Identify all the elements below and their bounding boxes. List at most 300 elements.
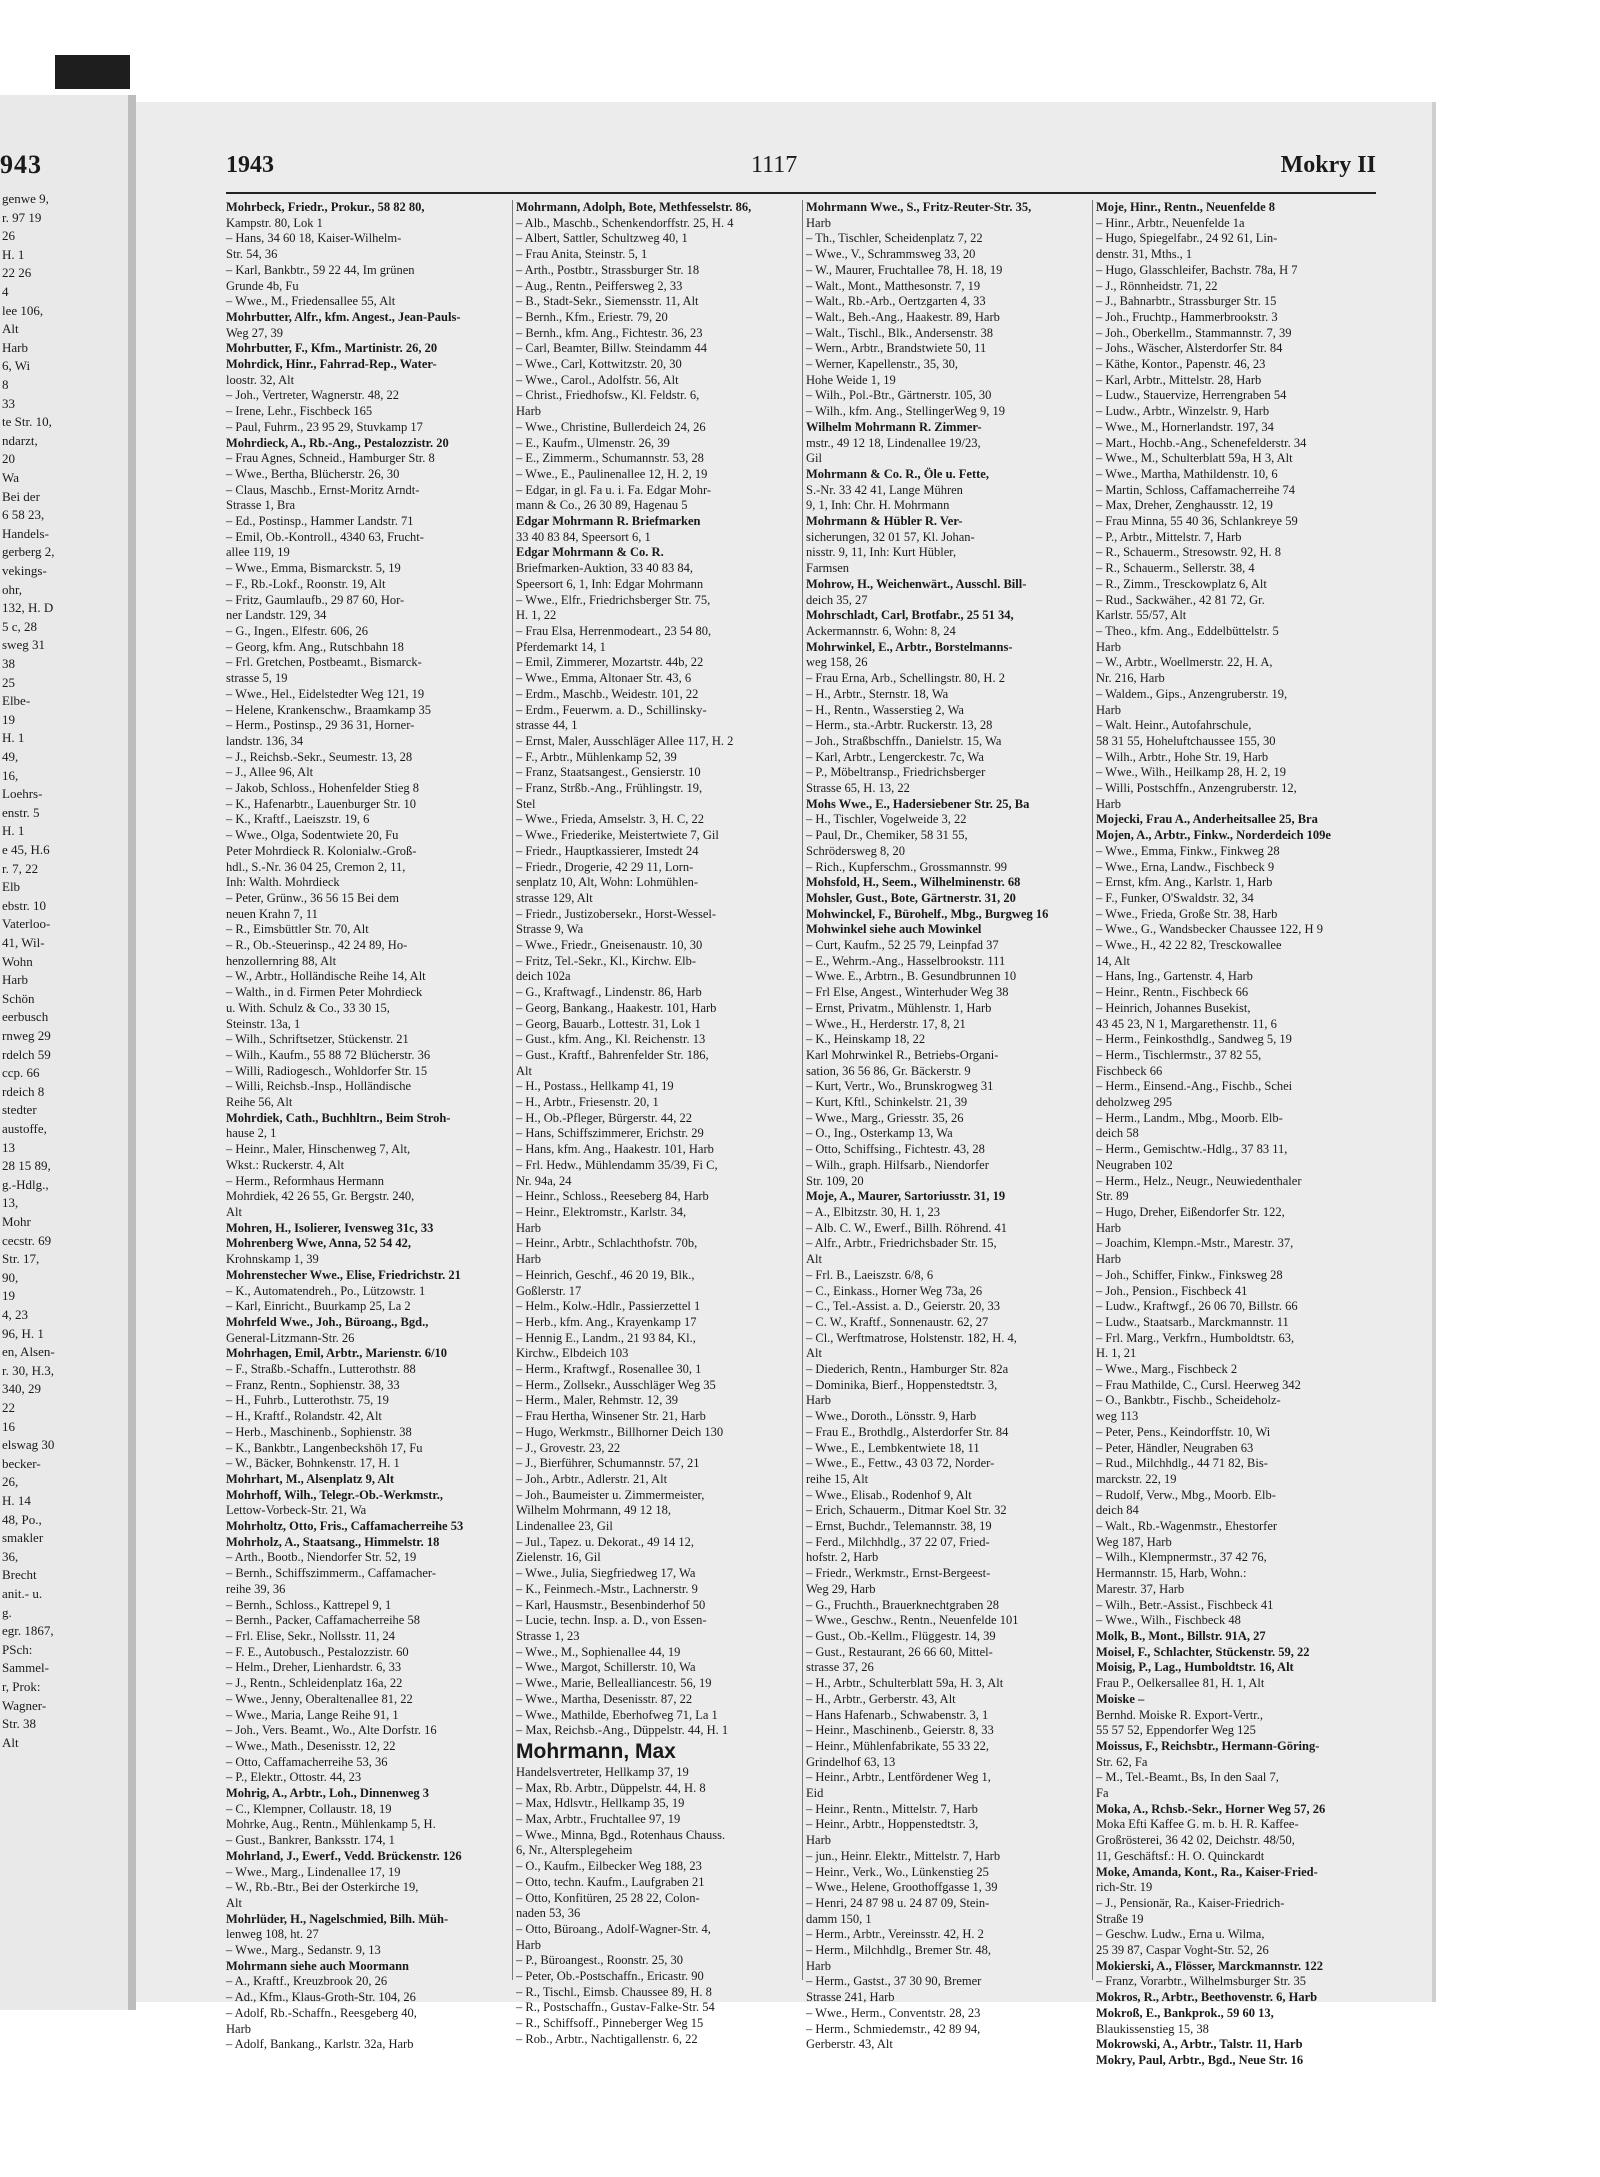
page-header	[226, 152, 1376, 188]
directory-entry-line: – Hugo, Glasschleifer, Bachstr. 78a, H 7	[1096, 262, 1298, 277]
directory-entry-line: – O., Bankbtr., Fischb., Scheideholz-	[1096, 1393, 1281, 1408]
directory-entry-line: – Wwe., Elisab., Rodenhof 9, Alt	[806, 1487, 972, 1502]
directory-entry-line: – Arth., Bootb., Niendorfer Str. 52, 19	[226, 1550, 417, 1565]
directory-entry-line: – Joh., Pension., Fischbeck 41	[1096, 1283, 1248, 1298]
directory-entry-line: Nr. 216, Harb	[1096, 671, 1165, 686]
directory-entry-line: – Henri, 24 87 98 u. 24 87 09, Stein-	[806, 1895, 990, 1910]
directory-entry-line: – Geschw. Ludw., Erna u. Wilma,	[1096, 1927, 1265, 1942]
directory-entry-line: – Frau Mathilde, C., Cursl. Heerweg 342	[1096, 1377, 1301, 1392]
directory-entry-line: – Emil, Ob.-Kontroll., 4340 63, Frucht-	[226, 529, 424, 544]
directory-entry-line: Mohrenstecher Wwe., Elise, Friedrichstr. 21	[226, 1267, 461, 1282]
directory-entry-line: Weg 187, Harb	[1096, 1534, 1172, 1549]
left-page-fragment: 22 26	[2, 265, 32, 281]
header-page-number: 1117	[751, 152, 798, 178]
directory-entry-line: Mohrhart, M., Alsenplatz 9, Alt	[226, 1471, 395, 1486]
directory-entry-line: Frau P., Oelkersallee 81, H. 1, Alt	[1096, 1676, 1265, 1691]
directory-entry-line: Nr. 94a, 24	[516, 1173, 572, 1188]
left-page-fragment: sweg 31	[2, 637, 45, 653]
directory-entry-line: – Wwe., Friedr., Gneisenaustr. 10, 30	[516, 938, 703, 953]
left-page-fragment: Elbe-	[2, 693, 31, 709]
left-page-fragment: Str. 38	[2, 1716, 36, 1732]
directory-entry-line: – R., Schauerm., Stresowstr. 92, H. 8	[1096, 545, 1282, 560]
directory-entry-line: – C., Klempner, Collaustr. 18, 19	[226, 1801, 392, 1816]
directory-entry-line: – Herm., Gastst., 37 30 90, Bremer	[806, 1974, 982, 1989]
directory-entry-line: Strasse 9, Wa	[516, 922, 584, 937]
directory-entry-line: – Mart., Hochb.-Ang., Schenefelderstr. 34	[1096, 435, 1307, 450]
directory-entry-line: 9, 1, Inh: Chr. H. Mohrmann	[806, 498, 950, 513]
directory-entry-line: – Wwe., M., Sophienallee 44, 19	[516, 1644, 681, 1659]
left-page-fragment: genwe 9,	[2, 191, 49, 206]
directory-entry-line: – J., Grovestr. 23, 22	[516, 1440, 621, 1455]
directory-entry-line: – Edgar, in gl. Fa u. i. Fa. Edgar Mohr-	[516, 482, 712, 497]
directory-entry-line: Hermannstr. 15, Harb, Wohn.:	[1096, 1566, 1247, 1581]
directory-entry-line: allee 119, 19	[226, 545, 290, 560]
directory-entry-line: 14, Alt	[1096, 953, 1131, 968]
directory-entry-line: u. With. Schulz & Co., 33 30 15,	[226, 1000, 390, 1015]
left-page-fragment: 22	[2, 1400, 15, 1415]
directory-entry-line: – Wwe., Minna, Bgd., Rotenhaus Chauss.	[516, 1827, 726, 1842]
directory-entry-line: – Herm., Tischlermstr., 37 82 55,	[1096, 1047, 1262, 1062]
directory-entry-line: – Rudolf, Verw., Mbg., Moorb. Elb-	[1096, 1487, 1276, 1502]
directory-entry-line: deich 102a	[516, 969, 571, 984]
directory-entry-line: deholzweg 295	[1096, 1095, 1173, 1110]
directory-entry-line: – Jakob, Schloss., Hohenfelder Stieg 8	[226, 781, 420, 796]
directory-entry-line: – J., Reichsb.-Sekr., Seumestr. 13, 28	[226, 749, 413, 764]
directory-entry-line: damm 150, 1	[806, 1911, 872, 1926]
directory-entry-line: Mohrig, A., Arbtr., Loh., Dinnenweg 3	[226, 1786, 430, 1801]
directory-entry-line: – Rud., Milchhdlg., 44 71 82, Bis-	[1096, 1456, 1268, 1471]
directory-entry-line: Mohren, H., Isolierer, Ivensweg 31c, 33	[226, 1220, 434, 1235]
directory-entry-line: rich-Str. 19	[1096, 1880, 1153, 1895]
directory-entry-line: – W., Maurer, Fruchtallee 78, H. 18, 19	[806, 262, 1003, 277]
directory-entry-line: Mohrmann Wwe., S., Fritz-Reuter-Str. 35,	[806, 200, 1032, 214]
directory-entry-line: Str. 54, 36	[226, 247, 278, 262]
directory-entry-line: – Adolf, Rb.-Schaffn., Reesgeberg 40,	[226, 2005, 417, 2020]
directory-entry-line: – Heinr., Rentn., Mittelstr. 7, Harb	[806, 1801, 978, 1816]
directory-entry-line: – Frl. Gretchen, Postbeamt., Bismarck-	[226, 655, 422, 670]
directory-entry-line: – Bernh., Packer, Caffamacherreihe 58	[226, 1613, 420, 1628]
directory-entry-line: – Alfr., Arbtr., Friedrichsbader Str. 15,	[806, 1236, 997, 1251]
directory-entry-line: – Wwe., Math., Desenisstr. 12, 22	[226, 1738, 396, 1753]
left-page-fragment: 19	[2, 711, 15, 727]
directory-entry-line: – Ludw., Kraftwgf., 26 06 70, Billstr. 66	[1096, 1299, 1298, 1314]
directory-entry-line: – Wwe., Olga, Sodentwiete 20, Fu	[226, 828, 399, 843]
left-page-fragment: Str. 17,	[2, 1251, 40, 1267]
directory-entry-line: Steinstr. 13a, 1	[226, 1016, 301, 1031]
directory-entry-line: – P., Büroangest., Roonstr. 25, 30	[516, 1953, 684, 1968]
directory-entry-line: – Georg, Bankang., Haakestr. 101, Harb	[516, 1000, 717, 1015]
directory-entry-line: – Franz, Strßb.-Ang., Frühlingstr. 19,	[516, 781, 703, 796]
directory-entry-line: – R., Eimsbüttler Str. 70, Alt	[226, 922, 369, 937]
directory-entry-line: – H., Kraftf., Rolandstr. 42, Alt	[226, 1409, 382, 1424]
left-page-fragment: 5 c, 28	[2, 618, 38, 634]
directory-entry-line: – Peter, Händler, Neugraben 63	[1096, 1440, 1254, 1455]
directory-entry-line: Moiske –	[1096, 1691, 1145, 1706]
directory-entry-line: – Wwe., Erna, Landw., Fischbeck 9	[1096, 859, 1275, 874]
directory-entry-line: – K., Feinmech.-Mstr., Lachnerstr. 9	[516, 1581, 698, 1596]
directory-entry-line: – Herm., Maler, Rehmstr. 12, 39	[516, 1393, 678, 1408]
directory-entry-line: – Hennig E., Landm., 21 93 84, Kl.,	[516, 1330, 696, 1345]
directory-entry-line: Harb	[1096, 702, 1121, 717]
directory-entry-line: – Bernh., Schiffszimmerm., Caffamacher-	[226, 1566, 436, 1581]
left-page-fragment: rdeich 8	[2, 1083, 45, 1099]
left-page-fragment: Harb	[2, 339, 28, 355]
directory-entry-line: – Wwe., Marg., Fischbeck 2	[1096, 1362, 1238, 1377]
directory-entry-line: Edgar Mohrmann & Co. R.	[516, 545, 664, 560]
directory-entry-line: – C. W., Kraftf., Sonnenaustr. 62, 27	[806, 1314, 989, 1329]
directory-entry-line: – Wilh., Pol.-Btr., Gärtnerstr. 105, 30	[806, 388, 992, 403]
left-page-fragment: anit.- u.	[2, 1586, 43, 1601]
directory-entry-line: landstr. 136, 34	[226, 733, 304, 748]
left-page-fragment: 132, H. D	[2, 600, 54, 616]
directory-entry-line: – Gust., Restaurant, 26 66 60, Mittel-	[806, 1644, 993, 1659]
directory-entry-line: General-Litzmann-Str. 26	[226, 1330, 355, 1345]
directory-entry-line: hause 2, 1	[226, 1126, 277, 1141]
directory-entry-line: senplatz 10, Alt, Wohn: Lohmühlen-	[516, 875, 699, 890]
directory-entry-line: – Walt., Rb.-Arb., Oertzgarten 4, 33	[806, 294, 986, 309]
directory-entry-line: – Walt., Mont., Matthesonstr. 7, 19	[806, 278, 981, 293]
left-page-fragment: Wohn	[2, 953, 33, 969]
left-page-fragment: 16	[2, 1418, 15, 1434]
directory-entry-line: – Wwe., Carl, Kottwitzstr. 20, 30	[516, 357, 682, 372]
left-page-fragment: H. 14	[2, 1493, 31, 1508]
left-page-fragment: 25	[2, 674, 15, 690]
directory-entry-line: – Franz, Rentn., Sophienstr. 38, 33	[226, 1377, 400, 1392]
directory-entry-line: 33 40 83 84, Speersort 6, 1	[516, 529, 651, 544]
left-page-fragment: rdelch 59	[2, 1046, 51, 1062]
directory-entry-line: – Th., Tischler, Scheidenplatz 7, 22	[806, 231, 983, 246]
directory-entry-line: – Ernst, Maler, Ausschläger Allee 117, H. 2	[516, 733, 734, 748]
directory-entry-line: Mohrmann & Hübler R. Ver-	[806, 514, 963, 529]
directory-entry-line: – R., Zimm., Tresckowplatz 6, Alt	[1096, 576, 1267, 591]
directory-entry-line: Molk, B., Mont., Billstr. 91A, 27	[1096, 1628, 1266, 1643]
directory-entry-line: – Wilh., Kaufm., 55 88 72 Blücherstr. 36	[226, 1047, 431, 1062]
directory-entry-line: 58 31 55, Hoheluftchaussee 155, 30	[1096, 733, 1276, 748]
directory-entry-line: – Paul, Dr., Chemiker, 58 31 55,	[806, 828, 968, 843]
directory-entry-line: neuen Krahn 7, 11	[226, 906, 318, 921]
directory-entry-line: – Joh., Arbtr., Adlerstr. 21, Alt	[516, 1471, 668, 1486]
left-page-fragment: Schön	[2, 990, 35, 1006]
left-page-fragment: 340, 29	[2, 1381, 41, 1397]
directory-entry-line: Lettow-Vorbeck-Str. 21, Wa	[226, 1503, 367, 1518]
directory-entry-line: – Hans, Ing., Gartenstr. 4, Harb	[1096, 969, 1253, 984]
left-page-fragment: Elb	[2, 879, 21, 895]
directory-entry-line: Mohrlüder, H., Nagelschmied, Bilh. Müh-	[226, 1911, 449, 1926]
directory-entry-line: – Wwe., Martha, Desenisstr. 87, 22	[516, 1691, 693, 1706]
directory-entry-line: – Walt. Heinr., Autofahrschule,	[1096, 718, 1252, 733]
directory-entry-line: – Curt, Kaufm., 52 25 79, Leinpfad 37	[806, 938, 999, 953]
directory-entry-line: – Ad., Kfm., Klaus-Groth-Str. 104, 26	[226, 1990, 416, 2005]
directory-entry-line: – Willi, Radiogesch., Wohldorfer Str. 15	[226, 1063, 428, 1078]
directory-entry-line: Alt	[806, 1346, 822, 1361]
directory-entry-line: – Heinr., Mühlenfabrikate, 55 33 22,	[806, 1738, 989, 1753]
directory-entry-line: – Karl, Einricht., Buurkamp 25, La 2	[226, 1299, 411, 1314]
directory-entry-line: – Rich., Kupferschm., Grossmannstr. 99	[806, 859, 1008, 874]
directory-entry-line: – Ernst, Privatm., Mühlenstr. 1, Harb	[806, 1000, 992, 1015]
directory-entry-line: – J., Rönnheidstr. 71, 22	[1096, 278, 1218, 293]
directory-entry-line: Strasse 65, H. 13, 22	[806, 781, 910, 796]
directory-entry-line: – Karl, Hausmstr., Besenbinderhof 50	[516, 1597, 706, 1612]
left-page-fragment: elswag 30	[2, 1437, 55, 1453]
directory-entry-line: – Wilh., Klempnermstr., 37 42 76,	[1096, 1550, 1267, 1565]
directory-entry-line: strasse 5, 19	[226, 671, 288, 686]
left-page-fragment: eerbusch	[2, 1009, 49, 1025]
directory-entry-line: Harb	[516, 1220, 541, 1235]
column-divider	[802, 200, 803, 1980]
directory-entry-line: – C., Tel.-Assist. a. D., Geierstr. 20, 33	[806, 1299, 1001, 1314]
directory-entry-line: Ackermannstr. 6, Wohn: 8, 24	[806, 623, 956, 638]
directory-entry-line: Weg 27, 39	[226, 325, 283, 340]
directory-entry-line: Moisig, P., Lag., Humboldtstr. 16, Alt	[1096, 1660, 1294, 1675]
directory-entry-line: – Wwe., M., Friedensallee 55, Alt	[226, 294, 396, 309]
directory-entry-line: Briefmarken-Auktion, 33 40 83 84,	[516, 561, 694, 576]
directory-entry-line: Alt	[226, 1205, 242, 1219]
directory-entry-line: – Wilh., Arbtr., Hohe Str. 19, Harb	[1096, 749, 1269, 764]
directory-entry-line: – Franz, Vorarbtr., Wilhelmsburger Str. 35	[1096, 1974, 1307, 1989]
directory-entry-line: Mohrland, J., Ewerf., Vedd. Brückenstr. 126	[226, 1848, 462, 1863]
directory-entry-line: – Joh., Vertreter, Wagnerstr. 48, 22	[226, 388, 399, 403]
directory-entry-line: – Heinr., Maschinenb., Geierstr. 8, 33	[806, 1723, 994, 1738]
left-page-fragment: 33	[2, 395, 15, 411]
directory-entry-line: – Ludw., Arbtr., Winzelstr. 9, Harb	[1096, 404, 1270, 419]
directory-entry-line: – K., Kraftf., Laeiszstr. 19, 6	[226, 812, 370, 827]
left-page-year: 943	[0, 150, 42, 179]
directory-entry-line: Mohrhoff, Wilh., Telegr.-Ob.-Werkmstr.,	[226, 1487, 444, 1502]
directory-entry-line: – J., Pensionär, Ra., Kaiser-Friedrich-	[1096, 1895, 1285, 1910]
directory-entry-line: – Wwe., Emma, Altonaer Str. 43, 6	[516, 671, 692, 686]
directory-entry-line: – P., Möbeltransp., Friedrichsberger	[806, 765, 986, 780]
directory-entry-line: Weg 29, Harb	[806, 1581, 876, 1596]
directory-entry-line: – Joh., Vers. Beamt., Wo., Alte Dorfstr. 16	[226, 1723, 437, 1738]
directory-entry-line: – Bernh., Kfm., Eriestr. 79, 20	[516, 309, 668, 324]
directory-entry-line: – Joh., Fruchtp., Hammerbrookstr. 3	[1096, 309, 1278, 324]
directory-entry-line: – Joh., Oberkellm., Stammannstr. 7, 39	[1096, 325, 1292, 340]
directory-entry-line: 55 57 52, Eppendorfer Weg 125	[1096, 1723, 1256, 1738]
directory-entry-line: naden 53, 36	[516, 1906, 581, 1921]
directory-entry-line: – Paul, Fuhrm., 23 95 29, Stuvkamp 17	[226, 419, 423, 434]
directory-entry-line: – Wwe., Martha, Mathildenstr. 10, 6	[1096, 466, 1278, 481]
directory-entry-line: Mohrdieck, A., Rb.-Ang., Pestalozzistr. 20	[226, 435, 449, 450]
directory-entry-line: – Heinr., Verk., Wo., Lünkenstieg 25	[806, 1864, 989, 1879]
directory-entry-line: Moka Efti Kaffee G. m. b. H. R. Kaffee-	[1096, 1817, 1299, 1832]
directory-entry-line: – Wwe., Wilh., Heilkamp 28, H. 2, 19	[1096, 765, 1286, 780]
directory-entry-line: – Wilh., kfm. Ang., StellingerWeg 9, 19	[806, 404, 1005, 419]
left-page-fragment: enstr. 5	[2, 804, 40, 820]
directory-entry-line: Mojecki, Frau A., Anderheitsallee 25, Bra	[1096, 812, 1318, 827]
directory-entry-line: – E., Zimmerm., Schumannstr. 53, 28	[516, 451, 704, 466]
directory-entry-line: – Herm., Einsend.-Ang., Fischb., Schei	[1096, 1079, 1293, 1094]
directory-entry-line: hofstr. 2, Harb	[806, 1550, 879, 1565]
directory-entry-line: strasse 37, 26	[806, 1660, 874, 1675]
directory-entry-line: – J., Allee 96, Alt	[226, 765, 314, 780]
directory-entry-line: Karlstr. 55/57, Alt	[1096, 608, 1187, 623]
directory-entry-line: – Kurt, Kftl., Schinkelstr. 21, 39	[806, 1095, 968, 1110]
directory-entry-line: – Herm., Feinkosthdlg., Sandweg 5, 19	[1096, 1032, 1292, 1047]
directory-entry-line: Kampstr. 80, Lok 1	[226, 215, 323, 230]
directory-entry-line: – A., Kraftf., Kreuzbrook 20, 26	[226, 1974, 388, 1989]
directory-entry-line: – Frl. Hedw., Mühlendamm 35/39, Fi C,	[516, 1157, 718, 1172]
directory-entry-line: – Johs., Wäscher, Alsterdorfer Str. 84	[1096, 341, 1283, 356]
left-page-fragment: 6 58 23,	[2, 507, 45, 523]
directory-entry-line: – E., Wehrm.-Ang., Hasselbrookstr. 111	[806, 953, 1006, 968]
directory-entry-line: Grindelhof 63, 13	[806, 1754, 896, 1769]
directory-entry-line: Mohrke, Aug., Rentn., Mühlenkamp 5, H.	[226, 1817, 436, 1832]
directory-entry-line: – Rob., Arbtr., Nachtigallenstr. 6, 22	[516, 2031, 698, 2046]
directory-entry-line: – Gust., Bankrer, Banksstr. 174, 1	[226, 1833, 395, 1848]
left-page-fragment: 49,	[2, 749, 19, 764]
directory-entry-line: – A., Elbitzstr. 30, H. 1, 23	[806, 1205, 941, 1219]
directory-entry-line: – Herm., Milchhdlg., Bremer Str. 48,	[806, 1943, 992, 1958]
directory-entry-line: Peter Mohrdieck R. Kolonialw.-Groß-	[226, 843, 417, 858]
directory-entry-line: – Diederich, Rentn., Hamburger Str. 82a	[806, 1362, 1009, 1377]
directory-entry-line: – Franz, Staatsangest., Gensierstr. 10	[516, 765, 701, 780]
directory-entry-line: Mojen, A., Arbtr., Finkw., Norderdeich 109e	[1096, 828, 1331, 843]
directory-entry-line: – Wwe., Marg., Sedanstr. 9, 13	[226, 1943, 381, 1958]
directory-entry-line: – G., Ingen., Elfestr. 606, 26	[226, 623, 368, 638]
directory-entry-line: – Ed., Postinsp., Hammer Landstr. 71	[226, 514, 414, 529]
directory-entry-line: Moje, Hinr., Rentn., Neuenfelde 8	[1096, 200, 1276, 214]
column-1	[226, 200, 510, 2052]
directory-entry-line: – Erdm., Feuerwm. a. D., Schillinsky-	[516, 702, 707, 717]
directory-entry-line: – Wwe., Carol., Adolfstr. 56, Alt	[516, 372, 679, 387]
directory-entry-line: Mohrdiek, Cath., Buchhltrn., Beim Stroh-	[226, 1110, 451, 1125]
directory-entry-line: – Albert, Sattler, Schultzweg 40, 1	[516, 231, 688, 246]
directory-entry-line: – Heinr., Arbtr., Schlachthofstr. 70b,	[516, 1236, 698, 1251]
directory-entry-line: – Willi, Reichsb.-Insp., Holländische	[226, 1079, 412, 1094]
left-page-fragment: 6, Wi	[2, 358, 31, 374]
directory-entry-line: Harb	[226, 2021, 251, 2036]
left-page-fragment: 48, Po.,	[2, 1511, 42, 1527]
directory-entry-line: – Hans, kfm. Ang., Haakestr. 101, Harb	[516, 1142, 714, 1157]
directory-entry-line: Harb	[1096, 1220, 1121, 1235]
directory-entry-line: Wkst.: Ruckerstr. 4, Alt	[226, 1157, 345, 1172]
left-page-fragment: 28 15 89,	[2, 1158, 51, 1174]
directory-entry-line: Harb	[1096, 1252, 1121, 1267]
directory-entry-line: – Wwe., Julia, Siegfriedweg 17, Wa	[516, 1566, 696, 1581]
directory-entry-line: – Bernh., Schloss., Kattrepel 9, 1	[226, 1597, 392, 1612]
directory-entry-line: – Max, Hdlsvtr., Hellkamp 35, 19	[516, 1796, 685, 1811]
directory-entry-line: Großrösterei, 36 42 02, Deichstr. 48/50,	[1096, 1833, 1295, 1848]
directory-entry-line: – Herm., Reformhaus Hermann	[226, 1173, 384, 1188]
directory-entry-line: – W., Arbtr., Woellmerstr. 22, H. A,	[1096, 655, 1273, 670]
directory-entry-line: Moje, A., Maurer, Sartoriusstr. 31, 19	[806, 1189, 1006, 1204]
directory-entry-line: – F., Arbtr., Mühlenkamp 52, 39	[516, 749, 677, 764]
directory-entry-line: Karl Mohrwinkel R., Betriebs-Organi-	[806, 1047, 999, 1062]
directory-entry-line: Moka, A., Rchsb.-Sekr., Horner Weg 57, 26	[1096, 1801, 1326, 1816]
directory-entry-line: – Hinr., Arbtr., Neuenfelde 1a	[1096, 215, 1245, 230]
left-page-fragment: r. 97 19	[2, 209, 42, 225]
directory-entry-line: Strasse 1, Bra	[226, 498, 296, 513]
directory-entry-line: – Otto, Büroang., Adolf-Wagner-Str. 4,	[516, 1921, 711, 1936]
column-3	[806, 200, 1090, 2052]
directory-entry-line: – Karl, Arbtr., Mittelstr. 28, Harb	[1096, 372, 1262, 387]
directory-entry-line: Handelsvertreter, Hellkamp 37, 19	[516, 1764, 689, 1779]
directory-entry-line: – Fritz, Tel.-Sekr., Kl., Kirchw. Elb-	[516, 953, 696, 968]
left-page-fragment: 13	[2, 1139, 15, 1155]
directory-entry-line: – Käthe, Kontor., Papenstr. 46, 23	[1096, 357, 1266, 372]
directory-entry-line: 25 39 87, Caspar Voght-Str. 52, 26	[1096, 1943, 1269, 1958]
directory-entry-line: Mohrschladt, Carl, Brotfabr., 25 51 34,	[806, 608, 1014, 623]
directory-entry-line: – Friedr., Werkmstr., Ernst-Bergeest-	[806, 1566, 991, 1581]
directory-entry-line: – Herm., Gemischtw.-Hdlg., 37 83 11,	[1096, 1142, 1288, 1157]
directory-entry-line: Stel	[516, 796, 536, 811]
directory-entry-line: – Wwe., Jenny, Oberaltenallee 81, 22	[226, 1691, 413, 1706]
left-page-fragment: stedter	[2, 1102, 37, 1118]
directory-entry-line: – Frau Agnes, Schneid., Hamburger Str. 8	[226, 451, 435, 466]
directory-entry-line: hdl., S.-Nr. 36 04 25, Cremon 2, 11,	[226, 859, 406, 874]
directory-entry-line: – Frau Elsa, Herrenmodeart., 23 54 80,	[516, 623, 712, 638]
left-page-fragment: lee 106,	[2, 302, 44, 318]
directory-entry-line: – Herm., Zollsekr., Ausschläger Weg 35	[516, 1377, 716, 1392]
directory-entry-line: – Gust., Kraftf., Bahrenfelder Str. 186,	[516, 1047, 709, 1062]
left-page-fragment: g.-Hdlg.,	[2, 1176, 49, 1192]
directory-entry-line: Mohrhagen, Emil, Arbtr., Marienstr. 6/10	[226, 1346, 447, 1361]
directory-entry-line: Edgar Mohrmann R. Briefmarken	[516, 514, 701, 529]
left-page-fragment: Wagner-	[2, 1697, 47, 1713]
left-page-fragment: rnweg 29	[2, 1028, 51, 1043]
directory-entry-line: Moke, Amanda, Kont., Ra., Kaiser-Fried-	[1096, 1864, 1318, 1879]
directory-entry-line: – Karl, Bankbtr., 59 22 44, Im grünen	[226, 262, 415, 277]
directory-entry-line: – Helene, Krankenschw., Braamkamp 35	[226, 702, 432, 717]
directory-entry-line: – F., Rb.-Lokf., Roonstr. 19, Alt	[226, 576, 386, 591]
directory-entry-line: – Herb., Maschinenb., Sophienstr. 38	[226, 1424, 412, 1439]
directory-entry-line: Moisel, F., Schlachter, Stückenstr. 59, 22	[1096, 1644, 1310, 1659]
directory-entry-line: – R., Postschaffn., Gustav-Falke-Str. 54	[516, 2000, 715, 2015]
directory-entry-line: – Georg, Bauarb., Lottestr. 31, Lok 1	[516, 1016, 701, 1031]
directory-entry-line: – Claus, Maschb., Ernst-Moritz Arndt-	[226, 482, 420, 497]
directory-entry-line: – Frl. Elise, Sekr., Nollsstr. 11, 24	[226, 1628, 395, 1643]
directory-entry-line: – Peter, Ob.-Postschaffn., Ericastr. 90	[516, 1969, 704, 1984]
page-edge	[1432, 102, 1436, 2002]
left-page-fragment: 4	[2, 284, 9, 299]
left-page-fragment: 36,	[2, 1548, 19, 1564]
directory-entry-line: Mokroß, E., Bankprok., 59 60 13,	[1096, 2005, 1274, 2020]
left-page-fragment: 96, H. 1	[2, 1325, 44, 1341]
directory-entry-line: S.-Nr. 33 42 41, Lange Mühren	[806, 482, 963, 497]
directory-entry-line: – Joh., Straßbschffn., Danielstr. 15, Wa	[806, 733, 1002, 748]
directory-entry-line: Strasse 1, 23	[516, 1628, 580, 1643]
directory-entry-line: henzollernring 88, Alt	[226, 953, 337, 968]
directory-entry-line: Eid	[806, 1786, 824, 1801]
directory-entry-line: – Heinrich, Johannes Busekist,	[1096, 1000, 1251, 1015]
left-page-fragment: 26,	[2, 1474, 19, 1490]
directory-entry-line: weg 158, 26	[806, 655, 868, 670]
directory-entry-line: – Herm., Postinsp., 29 36 31, Horner-	[226, 718, 415, 733]
directory-entry-line: – Joh., Schiffer, Finkw., Finksweg 28	[1096, 1267, 1283, 1282]
directory-entry-line: – G., Kraftwagf., Lindenstr. 86, Harb	[516, 985, 702, 1000]
left-page-fragment: 20	[2, 451, 15, 467]
directory-entry-line: – Frau Erna, Arb., Schellingstr. 80, H. 2	[806, 671, 1005, 686]
directory-entry-line: – Frau E., Brothdlg., Alsterdorfer Str. 84	[806, 1424, 1009, 1439]
directory-entry-line: – Christ., Friedhofsw., Kl. Feldstr. 6,	[516, 388, 700, 403]
directory-entry-line: – Arth., Postbtr., Strassburger Str. 18	[516, 262, 700, 277]
directory-entry-line: – Theo., kfm. Ang., Eddelbüttelstr. 5	[1096, 623, 1279, 638]
directory-entry-line: Mohwinckel, F., Bürohelf., Mbg., Burgweg 16	[806, 906, 1049, 921]
directory-entry-line: ner Landstr. 129, 34	[226, 608, 327, 623]
left-page-fragment: 26	[2, 228, 15, 244]
directory-entry-line: sation, 36 56 86, Gr. Bäckerstr. 9	[806, 1063, 971, 1078]
column-divider	[512, 200, 513, 1980]
left-page-fragment: Harb	[2, 972, 28, 988]
directory-entry-line: – Otto, techn. Kaufm., Laufgraben 21	[516, 1874, 705, 1889]
left-page-fragment: Wa	[2, 470, 19, 485]
directory-entry-line: – Heinr., Maler, Hinschenweg 7, Alt,	[226, 1142, 411, 1157]
directory-entry-line: – Max, Reichsb.-Ang., Düppelstr. 44, H. 1	[516, 1723, 729, 1738]
left-page-fragment: ccp. 66	[2, 1065, 40, 1081]
directory-entry-line: – Walt., Beh.-Ang., Haakestr. 89, Harb	[806, 309, 1000, 324]
directory-entry-line: – Wwe., G., Wandsbecker Chaussee 122, H 9	[1096, 922, 1323, 937]
left-page-fragment: vekings-	[2, 563, 47, 578]
